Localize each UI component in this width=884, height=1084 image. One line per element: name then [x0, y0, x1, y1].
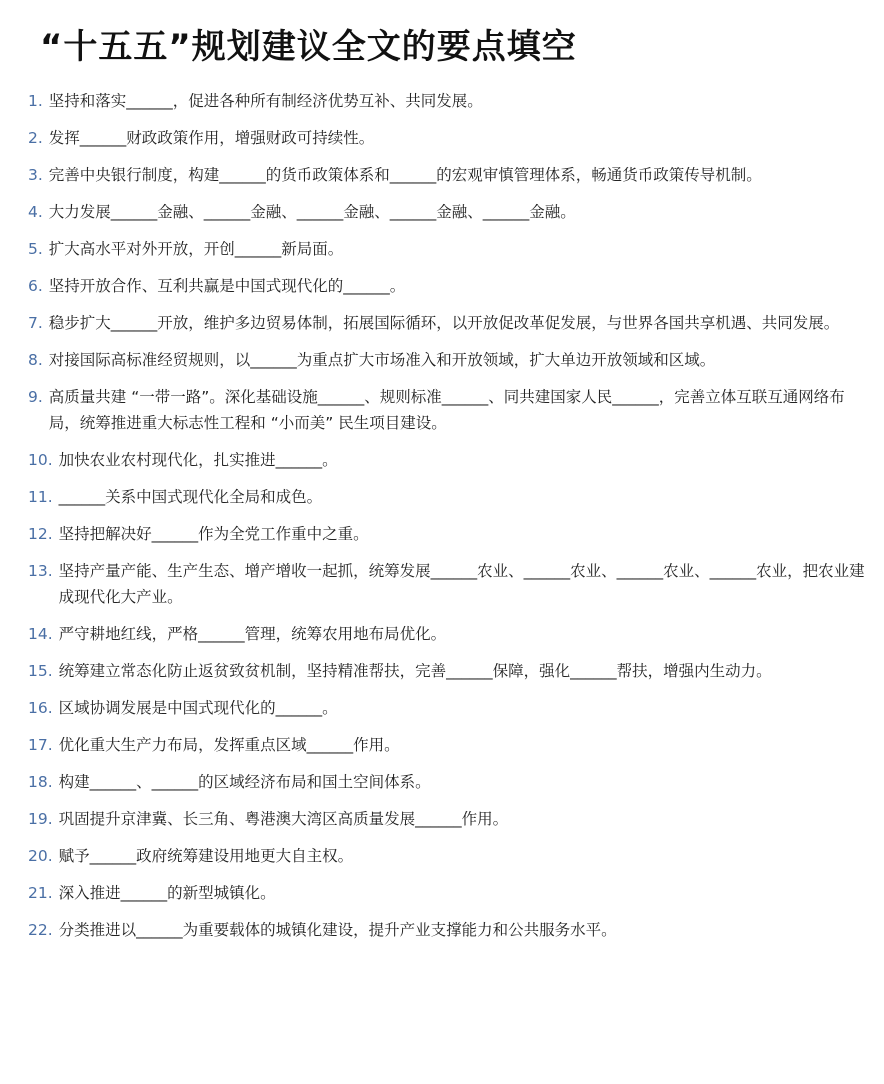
- item-number: 20.: [28, 847, 53, 865]
- item-text: 严守耕地红线，严格______管理，统筹农用地布局优化。: [58, 625, 447, 643]
- item-text: 对接国际高标准经贸规则，以______为重点扩大市场准入和开放领域，扩大单边开放领域和区域。: [48, 351, 716, 369]
- item-number: 8.: [28, 351, 43, 369]
- item-text: 大力发展______金融、______金融、______金融、______金融、______金融。: [48, 203, 576, 221]
- item-number: 17.: [28, 736, 53, 754]
- item-text: 区域协调发展是中国式现代化的______。: [58, 699, 338, 717]
- list-item: [28, 558, 868, 610]
- item-number: 4.: [28, 203, 43, 221]
- list-item: [28, 658, 868, 684]
- item-number: 18.: [28, 773, 53, 791]
- item-text: 巩固提升京津冀、长三角、粤港澳大湾区高质量发展______作用。: [58, 810, 509, 828]
- list-item: [28, 769, 868, 795]
- item-number: 16.: [28, 699, 53, 717]
- item-text: 深入推进______的新型城镇化。: [58, 884, 276, 902]
- item-number: 2.: [28, 129, 43, 147]
- list-item: [28, 695, 868, 721]
- item-text: 发挥______财政政策作用，增强财政可持续性。: [48, 129, 375, 147]
- list-item: [28, 484, 868, 510]
- item-text: 加快农业农村现代化，扎实推进______。: [58, 451, 338, 469]
- item-text: 坚持开放合作、互利共赢是中国式现代化的______。: [48, 277, 406, 295]
- item-text: 统筹建立常态化防止返贫致贫机制，坚持精准帮扶，完善______保障，强化______帮扶，增强内生动力。: [58, 662, 772, 680]
- item-number: 22.: [28, 921, 53, 939]
- list-item: [28, 199, 868, 225]
- item-number: 13.: [28, 562, 53, 580]
- item-number: 5.: [28, 240, 43, 258]
- item-text: 赋予______政府统筹建设用地更大自主权。: [58, 847, 354, 865]
- list-item: [28, 880, 868, 906]
- item-text: 分类推进以______为重要载体的城镇化建设，提升产业支撑能力和公共服务水平。: [58, 921, 617, 939]
- item-number: 3.: [28, 166, 43, 184]
- item-text: 坚持产量产能、生产生态、增产增收一起抓，统筹发展______农业、______农业、______农业、______农业，把农业建成现代化大产业。: [58, 562, 865, 606]
- list-item: [28, 521, 868, 547]
- list-item: [28, 273, 868, 299]
- item-text: 稳步扩大______开放，维护多边贸易体制，拓展国际循环，以开放促改革促发展，与世界各国共享机遇、共同发展。: [48, 314, 840, 332]
- item-number: 14.: [28, 625, 53, 643]
- item-text: 构建______、______的区域经济布局和国土空间体系。: [58, 773, 431, 791]
- item-text: 坚持把解决好______作为全党工作重中之重。: [58, 525, 369, 543]
- item-number: 7.: [28, 314, 43, 332]
- list-item: [28, 384, 868, 436]
- list-item: [28, 732, 868, 758]
- list-item: [28, 162, 868, 188]
- item-text: 坚持和落实______，促进各种所有制经济优势互补、共同发展。: [48, 92, 483, 110]
- list-item: [28, 310, 868, 336]
- item-number: 11.: [28, 488, 53, 506]
- item-number: 19.: [28, 810, 53, 828]
- item-number: 6.: [28, 277, 43, 295]
- list-item: [28, 88, 868, 114]
- list-item: [28, 236, 868, 262]
- item-text: 高质量共建 “一带一路”。深化基础设施______、规则标准______、同共建国家人民______，完善立体互联互通网络布局，统筹推进重大标志性工程和 “小而美” 民生项目建设。: [48, 388, 845, 432]
- item-text: 完善中央银行制度，构建______的货币政策体系和______的宏观审慎管理体系，畅通货币政策传导机制。: [48, 166, 762, 184]
- item-number: 15.: [28, 662, 53, 680]
- list-item: [28, 621, 868, 647]
- item-number: 9.: [28, 388, 43, 406]
- list-item: [28, 347, 868, 373]
- item-text: 优化重大生产力布局，发挥重点区域______作用。: [58, 736, 400, 754]
- list-item: [28, 125, 868, 151]
- item-number: 12.: [28, 525, 53, 543]
- list-item: [28, 806, 868, 832]
- item-text: 扩大高水平对外开放，开创______新局面。: [48, 240, 344, 258]
- question-list: [28, 88, 868, 954]
- item-number: 21.: [28, 884, 53, 902]
- list-item: [28, 843, 868, 869]
- item-number: 10.: [28, 451, 53, 469]
- item-text: ______关系中国式现代化全局和成色。: [58, 488, 323, 506]
- page-title: “十五五”规划建议全文的要点填空: [40, 27, 577, 67]
- list-item: [28, 447, 868, 473]
- list-item: [28, 917, 868, 943]
- item-number: 1.: [28, 92, 43, 110]
